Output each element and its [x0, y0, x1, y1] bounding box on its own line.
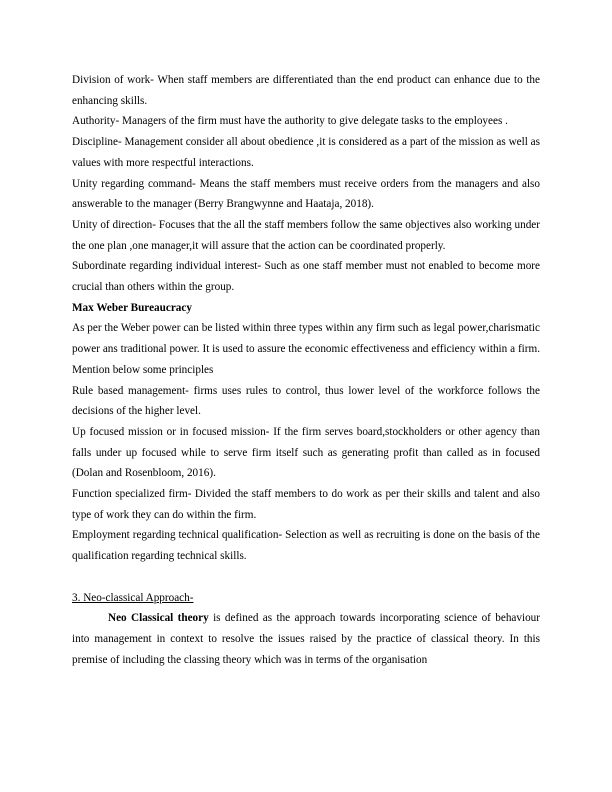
- weber-heading: Max Weber Bureaucracy: [72, 301, 192, 314]
- neo-classical-section-title: 3. Neo-classical Approach-: [72, 591, 194, 604]
- paragraph-neo-classical: [72, 608, 540, 670]
- paragraph-technical-qualification: Employment regarding technical qualification- Selection as well as recruiting is done on the basis of the qualification regarding technical skills.: [72, 529, 540, 563]
- paragraph-focused-mission: Up focused mission or in focused mission- If the firm serves board,stockholders or other agency than falls under up focused while to serve firm itself such as generating profit than called as in focused (Dolan and Rosenbloom, 2016).: [72, 425, 540, 480]
- paragraph-rule-based: Rule based management- firms uses rules to control, thus lower level of the workforce follows the decisions of the higher level.: [72, 384, 540, 418]
- paragraph-discipline: Discipline- Management consider all about obedience ,it is considered as a part of the mission as well as values with more respectful interactions.: [72, 136, 540, 169]
- paragraph-division-of-work: Division of work- When staff members are differentiated than the end product can enhance due to the enhancing skills.: [72, 74, 540, 107]
- paragraph-unity-of-direction: Unity of direction- Focuses that the all the staff members follow the same objectives also working under the one plan ,one manager,it will assure that the action can be coordinated properly.: [72, 218, 540, 252]
- paragraph-function-specialized: Function specialized firm- Divided the staff members to do work as per their skills and talent and also type of work they can do within the firm.: [72, 488, 540, 521]
- neo-classical-lead: Neo Classical theory: [108, 612, 209, 625]
- paragraph-subordinate-interest: Subordinate regarding individual interest- Such as one staff member must not enabled to become more crucial than others within the group.: [72, 260, 540, 294]
- paragraph-authority: Authority- Managers of the firm must have the authority to give delegate tasks to the employees .: [72, 115, 508, 128]
- paragraph-unity-of-command: Unity regarding command- Means the staff members must receive orders from the managers and also answerable to the manager (Berry Brangwynne and Haataja, 2018).: [72, 177, 540, 211]
- neo-classical-text: is defined as the approach towards incorporating science of behaviour into management in context to resolve the issues raised by the practice of classical theory. In this premise of including the classing theory which was in terms of the organisation: [72, 612, 540, 666]
- document-page: [72, 70, 540, 670]
- paragraph-weber-intro: As per the Weber power can be listed within three types within any firm such as legal power,charismatic power ans traditional power. It is used to assure the economic effectiveness and efficiency within a firm. Mention below some principles: [72, 322, 540, 376]
